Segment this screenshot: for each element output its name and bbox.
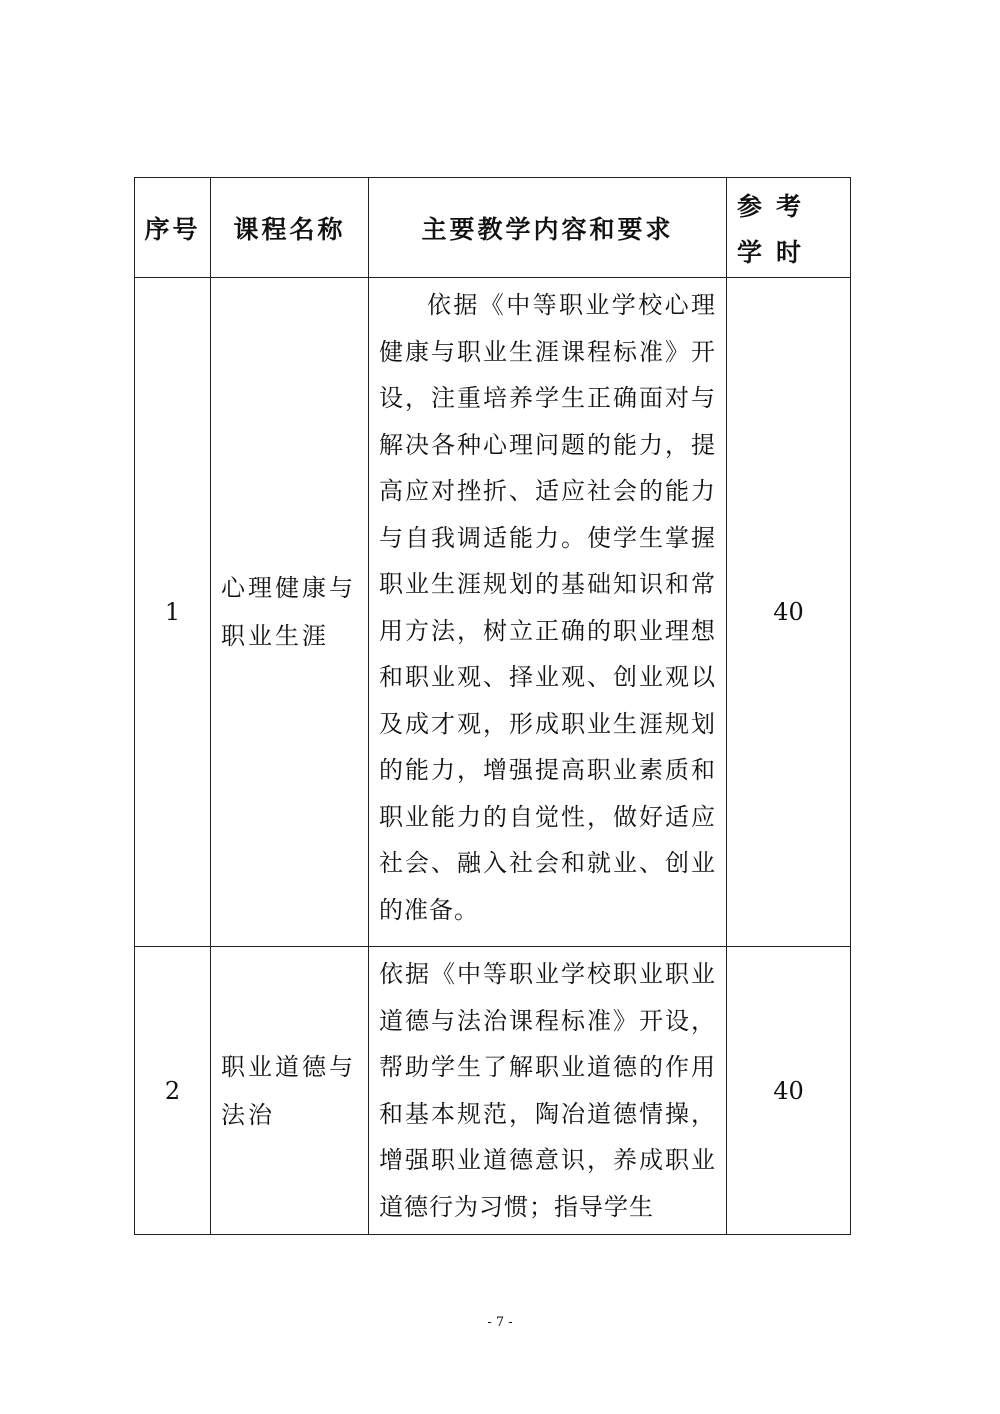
row-content: 依据《中等职业学校心理健康与职业生涯课程标准》开设，注重培养学生正确面对与解决各种心理问题的能力，提高应对挫折、适应社会的能力与自我调适能力。使学生掌握职业生涯规划的基础知识和常用方法，树立正确的职业理想和职业观、择业观、创业观以及成才观，形成职业生涯规划的能力，增强提高职业素质和职业能力的自觉性，做好适应社会、融入社会和就业、创业的准备。 — [369, 278, 727, 947]
row-content: 依据《中等职业学校职业职业道德与法治课程标准》开设，帮助学生了解职业道德的作用和基本规范，陶冶道德情操，增强职业道德意识，养成职业道德行为习惯；指导学生 — [369, 947, 727, 1235]
header-num: 序号 — [135, 178, 211, 278]
table-row — [135, 278, 851, 947]
header-name: 课程名称 — [211, 178, 369, 278]
header-hours: 参考学时 — [727, 178, 851, 278]
row-num: 2 — [135, 947, 211, 1235]
row-num: 1 — [135, 278, 211, 947]
row-hours: 40 — [727, 947, 851, 1235]
header-content: 主要教学内容和要求 — [369, 178, 727, 278]
row-hours: 40 — [727, 278, 851, 947]
row-course-name: 职业道德与法治 — [211, 947, 369, 1235]
row-course-name: 心理健康与职业生涯 — [211, 278, 369, 947]
table-row — [135, 947, 851, 1235]
course-table — [134, 177, 851, 1235]
page-number: - 7 - — [487, 1315, 513, 1330]
table-header-row — [135, 178, 851, 278]
